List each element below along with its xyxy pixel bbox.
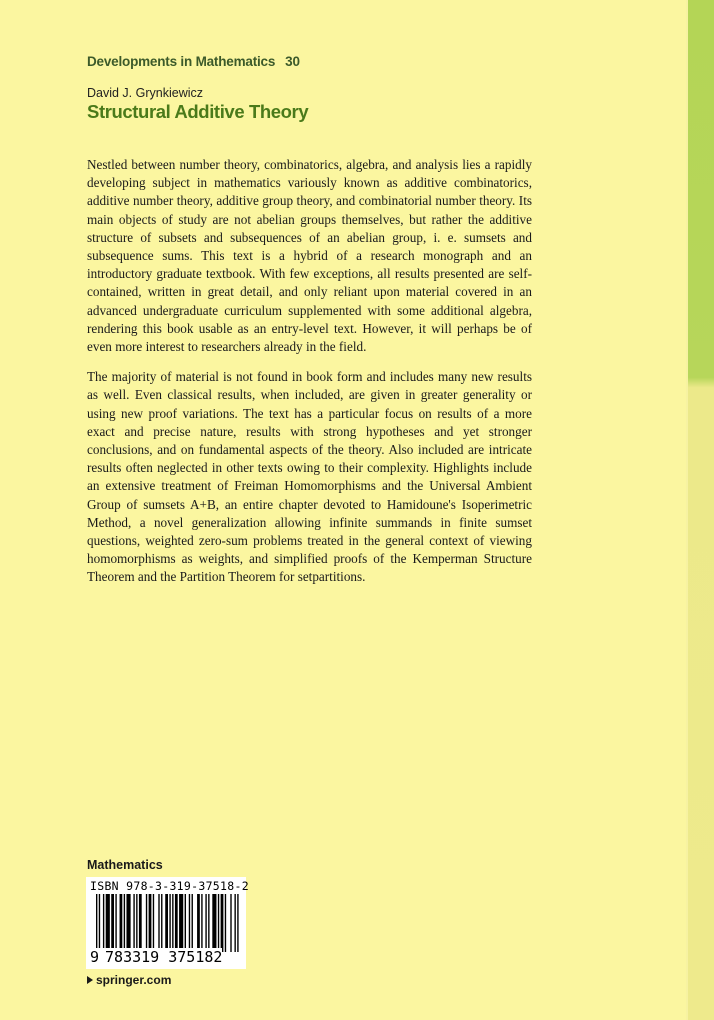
barcode-bar: [149, 894, 152, 952]
barcode-bar: [175, 894, 178, 952]
barcode-bar: [103, 894, 104, 952]
barcode-bar: [161, 894, 162, 952]
barcode-bar: [158, 894, 159, 952]
barcode-bar: [139, 894, 142, 952]
series-line: [87, 54, 300, 69]
publisher-url: springer.com: [96, 973, 172, 987]
barcode-bar: [120, 894, 123, 952]
barcode-bars: [96, 894, 240, 952]
barcode-bar: [237, 894, 238, 952]
blurb-paragraph-1: Nestled between number theory, combinatorics, algebra, and analysis lies a rapidly developing subject in mathematics variously known as additive combinatorics, additive number theory, additive group theory, and combinatorial number theory. Its main objects of study are not abelian groups themselves, but rather the additive structure of subsets and subsequences of an abelian group, i. e. sumsets and subsequence sums. This text is a hybrid of a research monograph and an introductory graduate textbook. With few exceptions, all results presented are self-contained, written in great detail, and only reliant upon material covered in an advanced undergraduate curriculum supplemented with some additional algebra, rendering this book usable as an entry-level text. However, it will perhaps be of even more interest to researchers already in the field.: [87, 157, 532, 355]
barcode-bar: [133, 894, 134, 952]
book-title: Structural Additive Theory: [87, 101, 309, 122]
author-name: David J. Grynkiewicz: [87, 86, 203, 100]
spine-strip: [688, 0, 714, 1020]
barcode-bar: [111, 894, 114, 952]
barcode-bar: [115, 894, 116, 952]
barcode-bar: [153, 894, 154, 952]
barcode-bar: [212, 894, 216, 952]
barcode-bar: [208, 894, 209, 952]
barcode-bar: [106, 894, 110, 952]
barcode-bar: [146, 894, 147, 952]
barcode-bar: [201, 894, 202, 952]
barcode-bar: [185, 894, 186, 952]
blurb-paragraph-2: The majority of material is not found in book form and includes many new results as well. Even classical results, when included, are given in greater generality or using new proof variations. The text has a particular focus on results of a more exact and precise nature, results with strong hypotheses and yet stronger conclusions, and on fundamental aspects of the theory. Also included are intricate results often neglected in other texts owing to their complexity. Highlights include an extensive treatment of Freiman Homomorphisms and the Universal Ambient Group of sumsets A+B, an entire chapter devoted to Hamidoune's Isoperimetric Method, a novel generalization allowing infinite summands in finite sumset questions, weighted zero-sum problems treated in the general context of viewing homomorphisms as weights, and simplified proofs of the Kemperman Structure Theorem and the Partition Theorem for setpartitions.: [87, 369, 532, 585]
barcode-bar: [126, 894, 130, 952]
barcode-bar: [230, 894, 231, 952]
isbn-label: ISBN 978-3-319-37518-2: [90, 879, 249, 893]
barcode-bar: [172, 894, 173, 952]
arrow-right-icon: [87, 976, 93, 984]
ean-first-digit: 9: [90, 948, 100, 966]
subject-label: Mathematics: [87, 858, 163, 872]
barcode-bar: [179, 894, 183, 952]
barcode: [86, 877, 249, 969]
barcode-bar: [234, 894, 235, 952]
barcode-bar: [218, 894, 219, 952]
ean-rest-digits: 783319 375182: [105, 948, 223, 966]
barcode-bar: [96, 894, 97, 952]
barcode-bar: [197, 894, 200, 952]
publisher-link[interactable]: [87, 973, 171, 987]
barcode-bar: [124, 894, 125, 952]
blurb: [87, 156, 532, 599]
series-number: 30: [285, 54, 300, 69]
barcode-bar: [221, 894, 224, 952]
barcode-bar: [225, 894, 226, 952]
barcode-bar: [99, 894, 100, 952]
series-name: Developments in Mathematics: [87, 54, 276, 69]
barcode-bar: [192, 894, 193, 952]
barcode-bar: [165, 894, 168, 952]
ean-digits: [90, 948, 222, 966]
barcode-bar: [205, 894, 206, 952]
barcode-bar: [136, 894, 137, 952]
barcode-bar: [169, 894, 170, 952]
barcode-bar: [189, 894, 190, 952]
